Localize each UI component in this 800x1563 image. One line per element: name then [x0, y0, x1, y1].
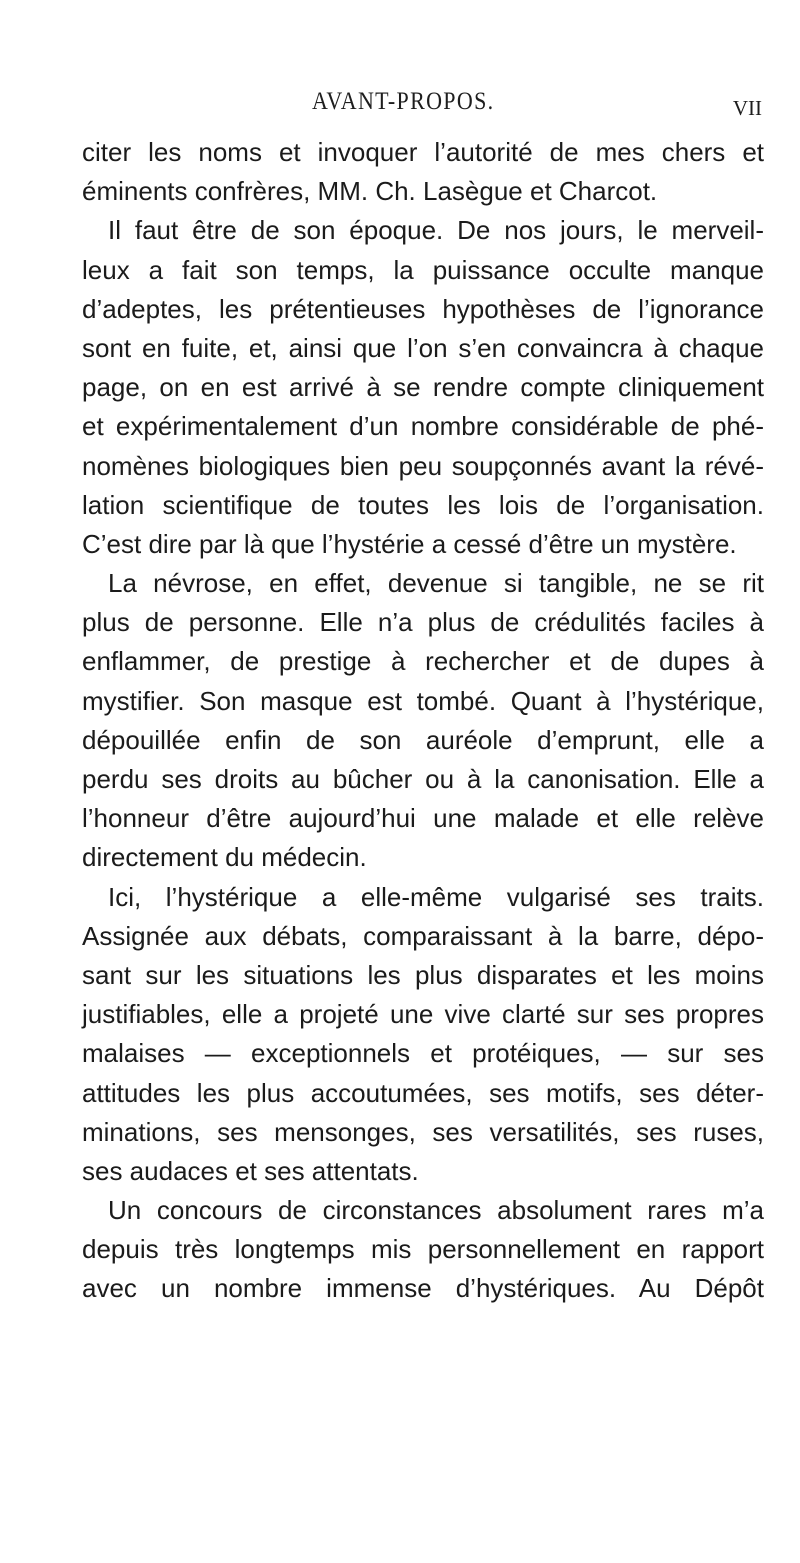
text-line: ses audaces et ses attentats.	[82, 1155, 419, 1186]
text-line: depuis très longtemps mis personnellement en rapport	[82, 1234, 764, 1265]
running-title: AVANT-PROPOS.	[312, 88, 495, 115]
text-line: mystifier. Son masque est tombé. Quant à l’hystérique,	[82, 685, 764, 716]
text-line: enflammer, de prestige à rechercher et de dupes à	[82, 646, 764, 677]
text-line: justifiables, elle a projeté une vive clarté sur ses propres	[82, 999, 764, 1030]
text-line: éminents confrères, MM. Ch. Lasègue et Charcot.	[82, 176, 658, 207]
text-line: lation scientifique de toutes les lois de l’organisation.	[82, 489, 764, 520]
body-text	[82, 133, 764, 1309]
text-line: attitudes les plus accoutumées, ses motifs, ses déter-	[82, 1077, 764, 1108]
text-line: directement du médecin.	[82, 842, 367, 873]
text-line: d’adeptes, les prétentieuses hypothèses de l’ignorance	[82, 293, 764, 324]
text-line: sant sur les situations les plus disparates et les moins	[82, 959, 764, 990]
text-line: sont en fuite, et, ainsi que l’on s’en convaincra à chaque	[82, 332, 764, 363]
text-line: et expérimentalement d’un nombre considérable de phé-	[82, 411, 764, 442]
text-line: l’honneur d’être aujourd’hui une malade et elle relève	[82, 803, 764, 834]
running-head	[82, 88, 762, 128]
text-line: page, on en est arrivé à se rendre compte cliniquement	[82, 372, 764, 403]
page-number: VII	[732, 96, 762, 120]
text-line: plus de personne. Elle n’a plus de crédulités faciles à	[82, 607, 764, 638]
text-line: Ici, l’hystérique a elle-même vulgarisé ses traits.	[108, 881, 764, 912]
text-line: Il faut être de son époque. De nos jours, le merveil-	[108, 215, 764, 246]
text-line: Assignée aux débats, comparaissant à la barre, dépo-	[82, 920, 764, 951]
text-line: La névrose, en effet, devenue si tangible, ne se rit	[108, 568, 764, 599]
text-line: C’est dire par là que l’hystérie a cessé d’être un mystère.	[82, 528, 737, 559]
text-line: citer les noms et invoquer l’autorité de mes chers et	[82, 137, 764, 167]
text-line: perdu ses droits au bûcher ou à la canonisation. Elle a	[82, 764, 764, 794]
text-line: Un concours de circonstances absolument rares m’a	[108, 1195, 764, 1226]
text-line: malaises — exceptionnels et protéiques, — sur ses	[82, 1038, 764, 1069]
text-line: leux a fait son temps, la puissance occulte manque	[82, 254, 764, 285]
text-line: dépouillée enfin de son auréole d’emprunt, elle a	[82, 724, 764, 755]
text-line: nomènes biologiques bien peu soupçonnés avant la révé-	[82, 450, 764, 481]
text-line: minations, ses mensonges, ses versatilités, ses ruses,	[82, 1116, 764, 1147]
text-line: avec un nombre immense d’hystériques. Au Dépôt	[82, 1273, 764, 1304]
